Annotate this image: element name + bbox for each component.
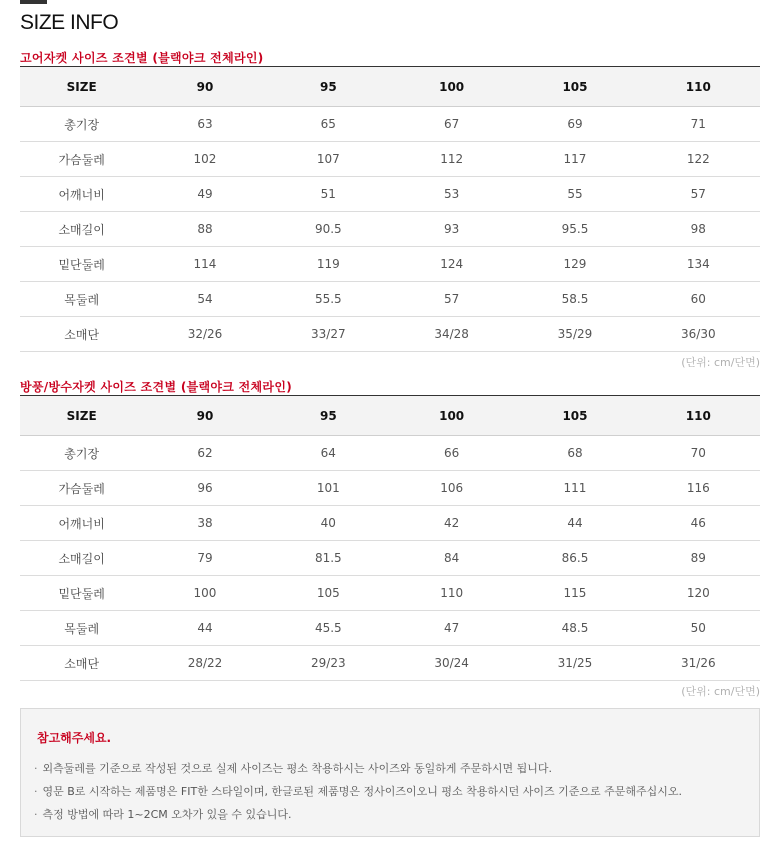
table-cell: 66 bbox=[390, 436, 513, 471]
table-row bbox=[20, 541, 760, 576]
table-cell: 101 bbox=[267, 471, 390, 506]
row-label: 가슴둘레 bbox=[20, 142, 143, 177]
table-cell: 55.5 bbox=[267, 282, 390, 317]
table-row bbox=[20, 212, 760, 247]
table-row bbox=[20, 282, 760, 317]
row-label: 총기장 bbox=[20, 436, 143, 471]
table-cell: 60 bbox=[637, 282, 760, 317]
table-cell: 90.5 bbox=[267, 212, 390, 247]
table-cell: 119 bbox=[267, 247, 390, 282]
row-label: 소매길이 bbox=[20, 212, 143, 247]
notice-text: 영문 B로 시작하는 제품명은 FIT한 스타일이며, 한글로된 제품명은 정사이즈이오니 평소 착용하시던 사이즈 기준으로 주문해주십시오. bbox=[42, 785, 682, 798]
table-cell: 117 bbox=[513, 142, 636, 177]
row-label: 밑단둘레 bbox=[20, 247, 143, 282]
table-cell: 88 bbox=[143, 212, 266, 247]
table-cell: 54 bbox=[143, 282, 266, 317]
table-cell: 50 bbox=[637, 611, 760, 646]
section-title-windproof-jacket: 방풍/방수자켓 사이즈 조견별 (블랙야크 전체라인) bbox=[20, 380, 293, 394]
table-cell: 57 bbox=[637, 177, 760, 212]
table-row bbox=[20, 506, 760, 541]
table-cell: 31/25 bbox=[513, 646, 636, 681]
notice-item bbox=[34, 780, 682, 803]
table-cell: 70 bbox=[637, 436, 760, 471]
table-cell: 34/28 bbox=[390, 317, 513, 352]
table-cell: 62 bbox=[143, 436, 266, 471]
table-cell: 110 bbox=[390, 576, 513, 611]
table-header-row bbox=[20, 396, 760, 436]
table-cell: 71 bbox=[637, 107, 760, 142]
table-cell: 45.5 bbox=[267, 611, 390, 646]
table-cell: 89 bbox=[637, 541, 760, 576]
table-cell: 65 bbox=[267, 107, 390, 142]
column-header: 95 bbox=[267, 396, 390, 436]
row-label: 소매길이 bbox=[20, 541, 143, 576]
table-cell: 38 bbox=[143, 506, 266, 541]
table-cell: 106 bbox=[390, 471, 513, 506]
table-cell: 129 bbox=[513, 247, 636, 282]
table-row bbox=[20, 436, 760, 471]
table-cell: 86.5 bbox=[513, 541, 636, 576]
table-row bbox=[20, 611, 760, 646]
row-label: 목둘레 bbox=[20, 611, 143, 646]
table-cell: 48.5 bbox=[513, 611, 636, 646]
column-header: 90 bbox=[143, 396, 266, 436]
table-cell: 120 bbox=[637, 576, 760, 611]
table-cell: 67 bbox=[390, 107, 513, 142]
table-cell: 112 bbox=[390, 142, 513, 177]
table-cell: 134 bbox=[637, 247, 760, 282]
row-label: 어깨너비 bbox=[20, 506, 143, 541]
column-header: 100 bbox=[390, 67, 513, 107]
table-row bbox=[20, 177, 760, 212]
table-cell: 81.5 bbox=[267, 541, 390, 576]
table-row bbox=[20, 646, 760, 681]
table-cell: 124 bbox=[390, 247, 513, 282]
table-cell: 105 bbox=[267, 576, 390, 611]
notice-item bbox=[34, 803, 682, 826]
table-cell: 44 bbox=[143, 611, 266, 646]
table-cell: 33/27 bbox=[267, 317, 390, 352]
table-cell: 35/29 bbox=[513, 317, 636, 352]
title-accent-bar bbox=[20, 0, 47, 4]
table-cell: 44 bbox=[513, 506, 636, 541]
table-cell: 49 bbox=[143, 177, 266, 212]
row-label: 소매단 bbox=[20, 317, 143, 352]
table-row bbox=[20, 471, 760, 506]
table-cell: 107 bbox=[267, 142, 390, 177]
table-cell: 46 bbox=[637, 506, 760, 541]
table-cell: 111 bbox=[513, 471, 636, 506]
unit-note: (단위: cm/단면) bbox=[681, 685, 760, 698]
size-table-windproof-jacket bbox=[20, 395, 760, 681]
table-cell: 95.5 bbox=[513, 212, 636, 247]
table-cell: 79 bbox=[143, 541, 266, 576]
table-cell: 32/26 bbox=[143, 317, 266, 352]
table-cell: 68 bbox=[513, 436, 636, 471]
page-title: SIZE INFO bbox=[20, 11, 119, 34]
table-cell: 28/22 bbox=[143, 646, 266, 681]
table-cell: 55 bbox=[513, 177, 636, 212]
table-cell: 98 bbox=[637, 212, 760, 247]
bullet-icon: · bbox=[34, 785, 38, 798]
table-cell: 93 bbox=[390, 212, 513, 247]
table-cell: 42 bbox=[390, 506, 513, 541]
notice-text: 외측둘레를 기준으로 작성된 것으로 실제 사이즈는 평소 착용하시는 사이즈와 동일하게 주문하시면 됩니다. bbox=[42, 762, 552, 775]
table-cell: 47 bbox=[390, 611, 513, 646]
table-cell: 69 bbox=[513, 107, 636, 142]
table-row bbox=[20, 142, 760, 177]
section-title-gore-jacket: 고어자켓 사이즈 조견별 (블랙야크 전체라인) bbox=[20, 51, 264, 65]
column-header: 100 bbox=[390, 396, 513, 436]
table-row bbox=[20, 576, 760, 611]
column-header: SIZE bbox=[20, 67, 143, 107]
table-cell: 102 bbox=[143, 142, 266, 177]
bullet-icon: · bbox=[34, 808, 38, 821]
table-cell: 114 bbox=[143, 247, 266, 282]
column-header: SIZE bbox=[20, 396, 143, 436]
table-cell: 115 bbox=[513, 576, 636, 611]
column-header: 110 bbox=[637, 67, 760, 107]
size-table-gore-jacket bbox=[20, 66, 760, 352]
row-label: 목둘레 bbox=[20, 282, 143, 317]
notice-box bbox=[20, 708, 760, 837]
table-cell: 63 bbox=[143, 107, 266, 142]
table-cell: 58.5 bbox=[513, 282, 636, 317]
notice-text: 측정 방법에 따라 1~2CM 오차가 있을 수 있습니다. bbox=[42, 808, 292, 821]
table-cell: 31/26 bbox=[637, 646, 760, 681]
row-label: 총기장 bbox=[20, 107, 143, 142]
notice-item bbox=[34, 757, 682, 780]
column-header: 110 bbox=[637, 396, 760, 436]
table-header-row bbox=[20, 67, 760, 107]
table-cell: 122 bbox=[637, 142, 760, 177]
notice-list bbox=[34, 757, 682, 826]
row-label: 밑단둘레 bbox=[20, 576, 143, 611]
table-cell: 53 bbox=[390, 177, 513, 212]
table-cell: 64 bbox=[267, 436, 390, 471]
table-cell: 36/30 bbox=[637, 317, 760, 352]
table-cell: 57 bbox=[390, 282, 513, 317]
row-label: 가슴둘레 bbox=[20, 471, 143, 506]
table-row bbox=[20, 247, 760, 282]
table-cell: 84 bbox=[390, 541, 513, 576]
column-header: 105 bbox=[513, 396, 636, 436]
table-cell: 40 bbox=[267, 506, 390, 541]
table-cell: 30/24 bbox=[390, 646, 513, 681]
notice-title: 참고해주세요. bbox=[37, 731, 112, 745]
column-header: 90 bbox=[143, 67, 266, 107]
row-label: 소매단 bbox=[20, 646, 143, 681]
table-row bbox=[20, 107, 760, 142]
unit-note: (단위: cm/단면) bbox=[681, 356, 760, 369]
table-cell: 116 bbox=[637, 471, 760, 506]
column-header: 105 bbox=[513, 67, 636, 107]
table-cell: 51 bbox=[267, 177, 390, 212]
table-cell: 29/23 bbox=[267, 646, 390, 681]
table-cell: 96 bbox=[143, 471, 266, 506]
bullet-icon: · bbox=[34, 762, 38, 775]
table-row bbox=[20, 317, 760, 352]
column-header: 95 bbox=[267, 67, 390, 107]
row-label: 어깨너비 bbox=[20, 177, 143, 212]
table-cell: 100 bbox=[143, 576, 266, 611]
